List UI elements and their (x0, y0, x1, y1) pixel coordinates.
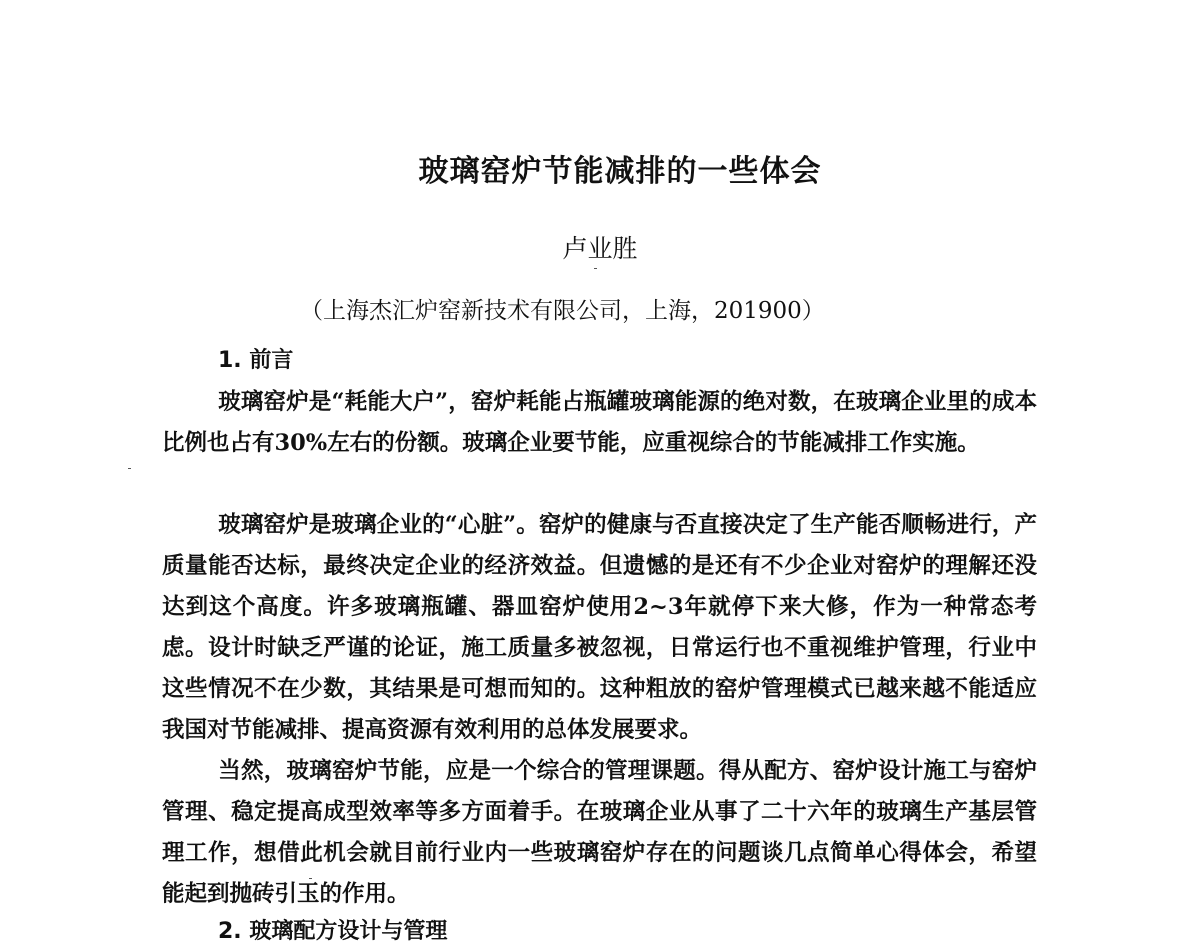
paper-title: 玻璃窑炉节能减排的一些体会 (418, 154, 822, 189)
paragraph-1: 玻璃窑炉是“耗能大户”，窑炉耗能占瓶罐玻璃能源的绝对数，在玻璃企业里的成本比例也占有30%左右的份额。玻璃企业要节能，应重视综合的节能减排工作实施。 (162, 389, 1037, 456)
section-heading-glass-formula: 2. 玻璃配方设计与管理 (218, 919, 448, 944)
paragraph-3: 当然，玻璃窑炉节能，应是一个综合的管理课题。得从配方、窑炉设计施工与窑炉管理、稳定提高成型效率等多方面着手。在玻璃企业从事了二十六年的玻璃生产基层管理工作，想借此机会就目前行业内一些玻璃窑炉存在的问题谈几点简单心得体会，希望能起到抛砖引玉的作用。 (162, 758, 1037, 907)
section-heading-intro: 1. 前言 (218, 348, 294, 373)
scan-speck (128, 468, 131, 469)
scan-speck (309, 878, 312, 879)
author-name: 卢业胜 (562, 234, 638, 263)
paragraph-2: 玻璃窑炉是玻璃企业的“心脏”。窑炉的健康与否直接决定了生产能否顺畅进行，产质量能否达标，最终决定企业的经济效益。但遗憾的是还有不少企业对窑炉的理解还没达到这个高度。许多玻璃瓶罐、器皿窑炉使用2~3年就停下来大修，作为一种常态考虑。设计时缺乏严谨的论证，施工质量多被忽视，日常运行也不重视维护管理，行业中这些情况不在少数，其结果是可想而知的。这种粗放的窑炉管理模式已越来越不能适应我国对节能减排、提高资源有效利用的总体发展要求。 (162, 512, 1037, 743)
scan-speck (594, 268, 597, 269)
author-affiliation: （上海杰汇炉窑新技术有限公司，上海，201900） (300, 298, 825, 324)
